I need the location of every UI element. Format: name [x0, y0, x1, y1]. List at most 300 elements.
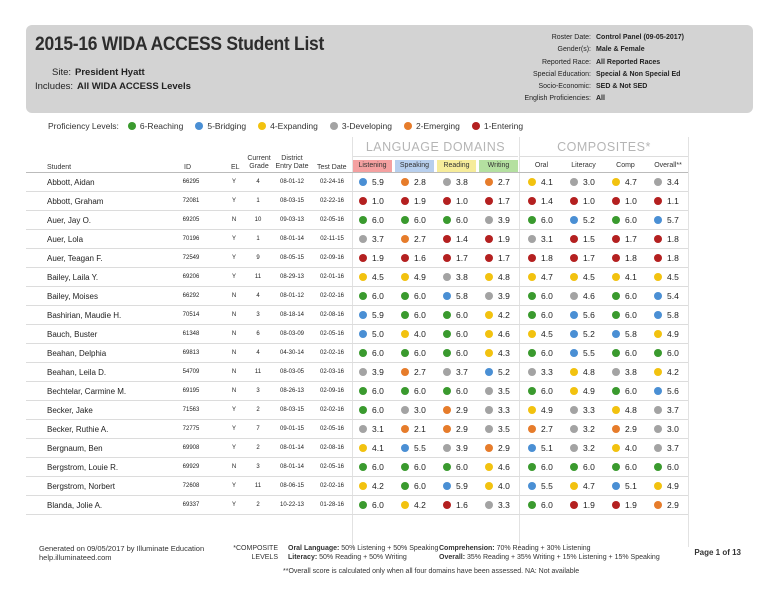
score-value: 6.0: [667, 348, 679, 358]
level-dot-icon: [570, 273, 578, 281]
score-value: 2.8: [414, 177, 426, 187]
score-speaking: [401, 215, 426, 225]
composite-formulas-a: [288, 544, 438, 562]
score-value: 3.3: [498, 500, 510, 510]
student-grade: 11: [254, 483, 262, 489]
score-oral: [528, 177, 553, 187]
proficiency-legend: [48, 121, 535, 131]
filter-special-ed: Special Education: Special & Non Special Ed: [533, 70, 681, 78]
score-value: 6.0: [541, 462, 553, 472]
level-dot-icon: [570, 311, 578, 319]
score-listening: [359, 272, 384, 282]
student-test-date: 02-05-16: [319, 331, 345, 337]
score-value: 3.0: [667, 424, 679, 434]
score-value: 4.5: [541, 329, 553, 339]
score-value: 1.7: [498, 253, 510, 263]
student-test-date: 02-05-16: [319, 217, 345, 223]
student-name: Abbott, Graham: [47, 197, 104, 206]
score-value: 5.1: [541, 443, 553, 453]
score-overall: [654, 386, 679, 396]
student-test-date: 01-28-16: [319, 502, 345, 508]
score-literacy: [570, 234, 595, 244]
score-value: 3.0: [414, 405, 426, 415]
level-dot-icon: [654, 254, 662, 262]
table-row: [26, 382, 688, 401]
student-el: Y: [231, 483, 236, 489]
score-oral: [528, 253, 553, 263]
level-dot-icon: [654, 444, 662, 452]
score-overall: [654, 405, 679, 415]
col-writing: Writing: [479, 160, 518, 172]
student-el: N: [231, 464, 237, 470]
student-name: Bergstrom, Louie R.: [47, 463, 119, 472]
student-grade: 10: [254, 217, 262, 223]
score-value: 3.3: [498, 405, 510, 415]
student-entry-date: 08-03-15: [279, 407, 305, 413]
score-value: 3.7: [667, 405, 679, 415]
score-speaking: [401, 196, 426, 206]
level-dot-icon: [528, 311, 536, 319]
filter-gender: Gender(s): Male & Female: [557, 46, 645, 54]
score-value: 6.0: [625, 462, 637, 472]
score-literacy: [570, 462, 595, 472]
level-dot-icon: [359, 444, 367, 452]
level-dot-icon: [401, 482, 409, 490]
score-value: 2.9: [456, 424, 468, 434]
score-value: 6.0: [541, 215, 553, 225]
level-dot-icon: [485, 406, 493, 414]
filter-race: Reported Race: All Reported Races: [541, 58, 661, 66]
level-dot-icon: [359, 197, 367, 205]
student-test-date: 02-09-16: [319, 388, 345, 394]
student-grade: 4: [256, 179, 260, 185]
level-dot-icon: [485, 235, 493, 243]
score-value: 1.7: [625, 234, 637, 244]
score-reading: [443, 500, 468, 510]
level-dot-icon: [570, 330, 578, 338]
score-value: 4.8: [583, 367, 595, 377]
student-entry-date: 08-26-13: [279, 388, 305, 394]
score-writing: [485, 215, 510, 225]
score-overall: [654, 253, 679, 263]
score-value: 5.4: [667, 291, 679, 301]
score-value: 1.8: [541, 253, 553, 263]
legend-item-entering: 1-Entering: [472, 121, 523, 131]
score-value: 1.7: [456, 253, 468, 263]
student-test-date: 02-02-16: [319, 293, 345, 299]
score-value: 6.0: [456, 348, 468, 358]
proficiency-legend-label: Proficiency Levels:: [48, 121, 119, 131]
level-1-dot-icon: [472, 122, 480, 130]
table-row: [26, 458, 688, 477]
level-dot-icon: [359, 387, 367, 395]
level-dot-icon: [359, 463, 367, 471]
level-dot-icon: [443, 330, 451, 338]
filter-socio-economic: Socio-Economic: SED & Not SED: [538, 83, 648, 91]
score-speaking: [401, 405, 426, 415]
level-dot-icon: [570, 349, 578, 357]
score-comp: [612, 272, 637, 282]
score-value: 3.9: [498, 291, 510, 301]
level-dot-icon: [654, 235, 662, 243]
score-value: 1.0: [456, 196, 468, 206]
table-row: [26, 306, 688, 325]
score-value: 2.7: [498, 177, 510, 187]
score-oral: [528, 310, 553, 320]
score-speaking: [401, 272, 426, 282]
level-dot-icon: [485, 311, 493, 319]
score-value: 4.1: [541, 177, 553, 187]
score-comp: [612, 500, 637, 510]
oral-formula: Oral Language: 50% Listening + 50% Speaking: [288, 545, 439, 552]
score-speaking: [401, 177, 426, 187]
level-dot-icon: [528, 444, 536, 452]
level-dot-icon: [359, 406, 367, 414]
student-test-date: 02-22-16: [319, 198, 345, 204]
level-dot-icon: [528, 368, 536, 376]
student-name: Bergstrom, Norbert: [47, 482, 116, 491]
site-value: President Hyatt: [75, 67, 145, 78]
score-comp: [612, 367, 637, 377]
student-name: Bailey, Laila Y.: [47, 273, 99, 282]
level-dot-icon: [401, 368, 409, 376]
level-dot-icon: [443, 501, 451, 509]
level-dot-icon: [654, 349, 662, 357]
score-literacy: [570, 310, 595, 320]
level-dot-icon: [528, 197, 536, 205]
level-dot-icon: [528, 292, 536, 300]
score-writing: [485, 500, 510, 510]
student-name: Auer, Jay O.: [47, 216, 92, 225]
score-listening: [359, 196, 384, 206]
student-entry-date: 08-01-14: [279, 445, 305, 451]
score-value: 6.0: [414, 291, 426, 301]
student-id: 72549: [182, 255, 200, 261]
score-reading: [443, 234, 468, 244]
score-comp: [612, 253, 637, 263]
level-2-dot-icon: [404, 122, 412, 130]
score-value: 3.8: [456, 272, 468, 282]
score-reading: [443, 481, 468, 491]
score-oral: [528, 348, 553, 358]
overall-footnote: **Overall score is calculated only when all four domains have been assessed. NA: Not available: [283, 568, 580, 575]
score-speaking: [401, 253, 426, 263]
score-value: 4.8: [625, 405, 637, 415]
score-value: 6.0: [414, 310, 426, 320]
score-literacy: [570, 272, 595, 282]
score-value: 1.8: [667, 253, 679, 263]
score-value: 3.7: [456, 367, 468, 377]
level-dot-icon: [485, 463, 493, 471]
student-name: Beahan, Delphia: [47, 349, 107, 358]
student-entry-date: 08-06-15: [279, 483, 305, 489]
level-dot-icon: [570, 197, 578, 205]
report-title: 2015-16 WIDA ACCESS Student List: [35, 34, 325, 55]
student-grade: 11: [254, 274, 262, 280]
score-value: 4.6: [498, 462, 510, 472]
student-entry-date: 08-03-15: [279, 198, 305, 204]
level-dot-icon: [443, 482, 451, 490]
score-value: 5.0: [372, 329, 384, 339]
student-entry-date: 08-29-13: [279, 274, 305, 280]
score-reading: [443, 215, 468, 225]
legend-item-expanding: 4-Expanding: [258, 121, 318, 131]
level-dot-icon: [359, 273, 367, 281]
student-test-date: 02-08-16: [319, 445, 345, 451]
student-entry-date: 09-01-15: [279, 426, 305, 432]
table-row: [26, 192, 688, 211]
score-value: 4.9: [583, 386, 595, 396]
level-dot-icon: [528, 501, 536, 509]
student-test-date: 02-01-16: [319, 274, 345, 280]
score-value: 4.6: [583, 291, 595, 301]
score-value: 3.0: [583, 177, 595, 187]
filter-english-proficiency: English Proficiencies: All: [524, 95, 605, 103]
score-oral: [528, 291, 553, 301]
score-overall: [654, 177, 679, 187]
score-reading: [443, 177, 468, 187]
score-comp: [612, 291, 637, 301]
student-grade: 2: [256, 407, 260, 413]
student-id: 61348: [182, 331, 200, 337]
level-dot-icon: [401, 197, 409, 205]
help-link[interactable]: help.illuminateed.com: [39, 553, 112, 562]
score-value: 6.0: [372, 291, 384, 301]
student-entry-date: 08-05-15: [279, 255, 305, 261]
score-oral: [528, 443, 553, 453]
score-value: 6.0: [541, 500, 553, 510]
score-speaking: [401, 500, 426, 510]
student-el: Y: [231, 179, 236, 185]
score-value: 5.2: [498, 367, 510, 377]
score-writing: [485, 253, 510, 263]
score-oral: [528, 329, 553, 339]
score-value: 6.0: [625, 348, 637, 358]
score-value: 2.9: [667, 500, 679, 510]
student-name: Bashirian, Maudie H.: [47, 311, 122, 320]
level-dot-icon: [401, 444, 409, 452]
comprehension-formula: Comprehension: 70% Reading + 30% Listening: [439, 545, 591, 552]
student-el: N: [231, 350, 237, 356]
student-el: Y: [231, 255, 236, 261]
level-dot-icon: [654, 425, 662, 433]
score-speaking: [401, 329, 426, 339]
score-value: 2.7: [541, 424, 553, 434]
col-reading: Reading: [437, 160, 476, 172]
student-grade: 4: [256, 350, 260, 356]
score-value: 3.9: [372, 367, 384, 377]
table-row: [26, 230, 688, 249]
level-dot-icon: [443, 387, 451, 395]
level-dot-icon: [443, 425, 451, 433]
score-value: 3.7: [372, 234, 384, 244]
score-comp: [612, 481, 637, 491]
score-value: 3.1: [541, 234, 553, 244]
score-value: 1.8: [667, 234, 679, 244]
score-value: 2.7: [414, 367, 426, 377]
score-value: 6.0: [372, 348, 384, 358]
score-value: 4.2: [414, 500, 426, 510]
score-listening: [359, 481, 384, 491]
student-grade: 4: [256, 293, 260, 299]
score-oral: [528, 215, 553, 225]
score-listening: [359, 310, 384, 320]
level-dot-icon: [528, 387, 536, 395]
level-dot-icon: [612, 501, 620, 509]
score-speaking: [401, 367, 426, 377]
level-dot-icon: [612, 368, 620, 376]
score-value: 5.5: [583, 348, 595, 358]
score-value: 6.0: [456, 215, 468, 225]
score-value: 6.0: [625, 386, 637, 396]
level-dot-icon: [485, 197, 493, 205]
score-value: 1.9: [372, 253, 384, 263]
score-oral: [528, 424, 553, 434]
score-listening: [359, 386, 384, 396]
student-test-date: 02-02-16: [319, 407, 345, 413]
score-value: 6.0: [541, 310, 553, 320]
score-value: 2.9: [625, 424, 637, 434]
score-value: 4.5: [583, 272, 595, 282]
score-reading: [443, 196, 468, 206]
score-literacy: [570, 177, 595, 187]
student-grade: 6: [256, 331, 260, 337]
table-row: [26, 325, 688, 344]
score-listening: [359, 462, 384, 472]
score-value: 4.5: [372, 272, 384, 282]
score-reading: [443, 310, 468, 320]
level-dot-icon: [654, 273, 662, 281]
student-entry-date: 08-01-12: [279, 179, 305, 185]
score-writing: [485, 481, 510, 491]
score-value: 4.1: [625, 272, 637, 282]
student-grade: 3: [256, 464, 260, 470]
score-value: 4.5: [667, 272, 679, 282]
score-value: 1.0: [583, 196, 595, 206]
score-value: 6.0: [372, 386, 384, 396]
score-writing: [485, 443, 510, 453]
level-dot-icon: [654, 406, 662, 414]
score-value: 6.0: [667, 462, 679, 472]
score-value: 6.0: [414, 348, 426, 358]
score-value: 5.7: [667, 215, 679, 225]
score-value: 6.0: [625, 310, 637, 320]
score-writing: [485, 177, 510, 187]
score-value: 6.0: [372, 405, 384, 415]
score-overall: [654, 462, 679, 472]
score-value: 6.0: [372, 500, 384, 510]
score-value: 2.9: [456, 405, 468, 415]
level-dot-icon: [528, 463, 536, 471]
score-value: 1.9: [625, 500, 637, 510]
score-value: 2.1: [414, 424, 426, 434]
score-value: 3.7: [667, 443, 679, 453]
score-literacy: [570, 481, 595, 491]
legend-item-reaching: 6-Reaching: [128, 121, 183, 131]
score-oral: [528, 272, 553, 282]
score-writing: [485, 310, 510, 320]
student-el: Y: [231, 426, 236, 432]
student-el: N: [231, 217, 237, 223]
student-id: 69908: [182, 445, 200, 451]
level-dot-icon: [612, 425, 620, 433]
score-listening: [359, 443, 384, 453]
score-listening: [359, 253, 384, 263]
score-value: 6.0: [541, 348, 553, 358]
level-dot-icon: [612, 444, 620, 452]
level-dot-icon: [401, 254, 409, 262]
score-value: 1.9: [498, 234, 510, 244]
score-writing: [485, 405, 510, 415]
student-test-date: 02-03-16: [319, 369, 345, 375]
score-value: 1.6: [456, 500, 468, 510]
student-name: Becker, Jake: [47, 406, 93, 415]
score-listening: [359, 500, 384, 510]
student-grade: 1: [256, 198, 260, 204]
score-value: 4.6: [498, 329, 510, 339]
student-id: 66292: [182, 293, 200, 299]
score-value: 6.0: [414, 462, 426, 472]
score-speaking: [401, 310, 426, 320]
student-id: 70196: [182, 236, 200, 242]
score-reading: [443, 462, 468, 472]
score-literacy: [570, 253, 595, 263]
level-dot-icon: [612, 330, 620, 338]
score-overall: [654, 272, 679, 282]
score-writing: [485, 329, 510, 339]
level-dot-icon: [654, 387, 662, 395]
score-value: 5.8: [625, 329, 637, 339]
score-value: 6.0: [541, 291, 553, 301]
student-el: N: [231, 331, 237, 337]
score-value: 1.0: [372, 196, 384, 206]
student-name: Bergnaum, Ben: [47, 444, 103, 453]
score-value: 5.8: [456, 291, 468, 301]
level-dot-icon: [443, 216, 451, 224]
level-dot-icon: [443, 178, 451, 186]
student-entry-date: 09-03-13: [279, 217, 305, 223]
score-comp: [612, 424, 637, 434]
col-oral: Oral: [534, 162, 549, 169]
score-value: 6.0: [372, 215, 384, 225]
score-value: 5.5: [541, 481, 553, 491]
level-dot-icon: [485, 330, 493, 338]
student-id: 69337: [182, 502, 200, 508]
score-listening: [359, 348, 384, 358]
score-overall: [654, 291, 679, 301]
level-dot-icon: [570, 406, 578, 414]
student-name: Bechtelar, Carmine M.: [47, 387, 127, 396]
score-value: 2.7: [414, 234, 426, 244]
student-name: Auer, Teagan F.: [47, 254, 103, 263]
score-value: 3.8: [625, 367, 637, 377]
student-test-date: 02-05-16: [319, 464, 345, 470]
student-el: Y: [231, 236, 236, 242]
level-dot-icon: [528, 178, 536, 186]
level-5-dot-icon: [195, 122, 203, 130]
level-dot-icon: [612, 406, 620, 414]
level-dot-icon: [485, 178, 493, 186]
level-dot-icon: [359, 425, 367, 433]
student-test-date: 02-02-16: [319, 483, 345, 489]
report-page: [26, 25, 753, 590]
score-value: 4.0: [625, 443, 637, 453]
score-speaking: [401, 481, 426, 491]
table-row: [26, 344, 688, 363]
score-literacy: [570, 348, 595, 358]
score-comp: [612, 443, 637, 453]
level-dot-icon: [654, 197, 662, 205]
